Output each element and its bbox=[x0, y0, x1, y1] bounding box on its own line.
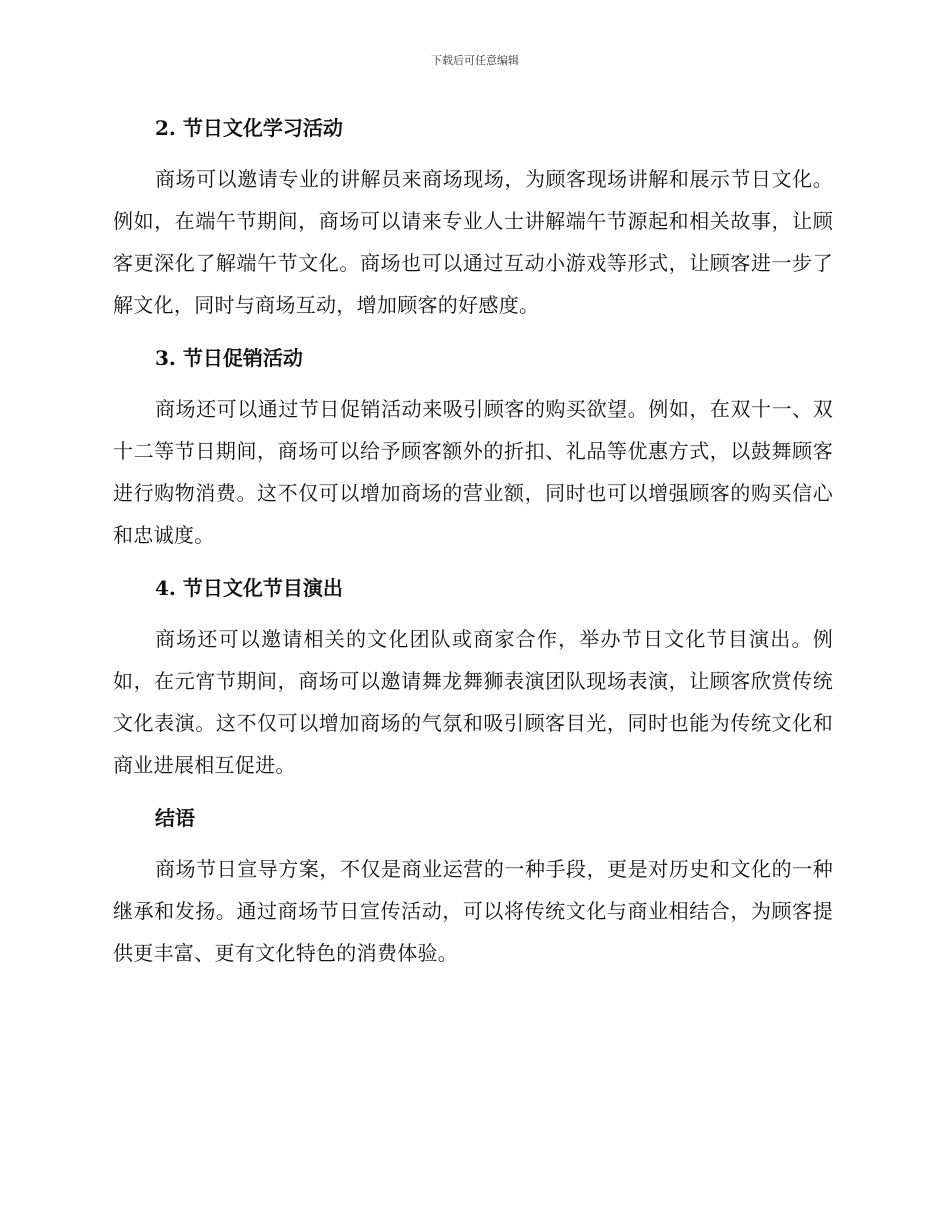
section-heading: 4. 节日文化节目演出 bbox=[155, 576, 343, 600]
section-paragraph: 商场可以邀请专业的讲解员来商场现场，为顾客现场讲解和展示节日文化。例如，在端午节期间，商场可以请来专业人士讲解端午节源起和相关故事，让顾客更深化了解端午节文化。商场也可以通过互动小游戏等形式，让顾客进一步了解文化，同时与商场互动，增加顾客的好感度。 bbox=[113, 167, 833, 317]
section-paragraph: 商场还可以通过节日促销活动来吸引顾客的购买欲望。例如，在双十一、双十二等节日期间，商场可以给予顾客额外的折扣、礼品等优惠方式，以鼓舞顾客进行购物消费。这不仅可以增加商场的营业额，同时也可以增强顾客的购买信心和忠诚度。 bbox=[113, 397, 833, 547]
document-body bbox=[113, 110, 833, 988]
section-conclusion bbox=[113, 800, 833, 974]
section-paragraph: 商场节日宣导方案，不仅是商业运营的一种手段，更是对历史和文化的一种继承和发扬。通过商场节日宣传活动，可以将传统文化与商业相结合，为顾客提供更丰富、更有文化特色的消费体验。 bbox=[113, 857, 833, 965]
section-paragraph: 商场还可以邀请相关的文化团队或商家合作，举办节日文化节目演出。例如，在元宵节期间，商场可以邀请舞龙舞狮表演团队现场表演，让顾客欣赏传统文化表演。这不仅可以增加商场的气氛和吸引顾客目光，同时也能为传统文化和商业进展相互促进。 bbox=[113, 627, 833, 777]
section-heading: 2. 节日文化学习活动 bbox=[155, 116, 343, 140]
section-heading: 结语 bbox=[155, 806, 195, 830]
section-promotion bbox=[113, 340, 833, 556]
page-header-note: 下载后可任意编辑 bbox=[431, 54, 519, 67]
section-cultural-learning bbox=[113, 110, 833, 326]
section-performance bbox=[113, 570, 833, 786]
section-heading: 3. 节日促销活动 bbox=[155, 346, 303, 370]
